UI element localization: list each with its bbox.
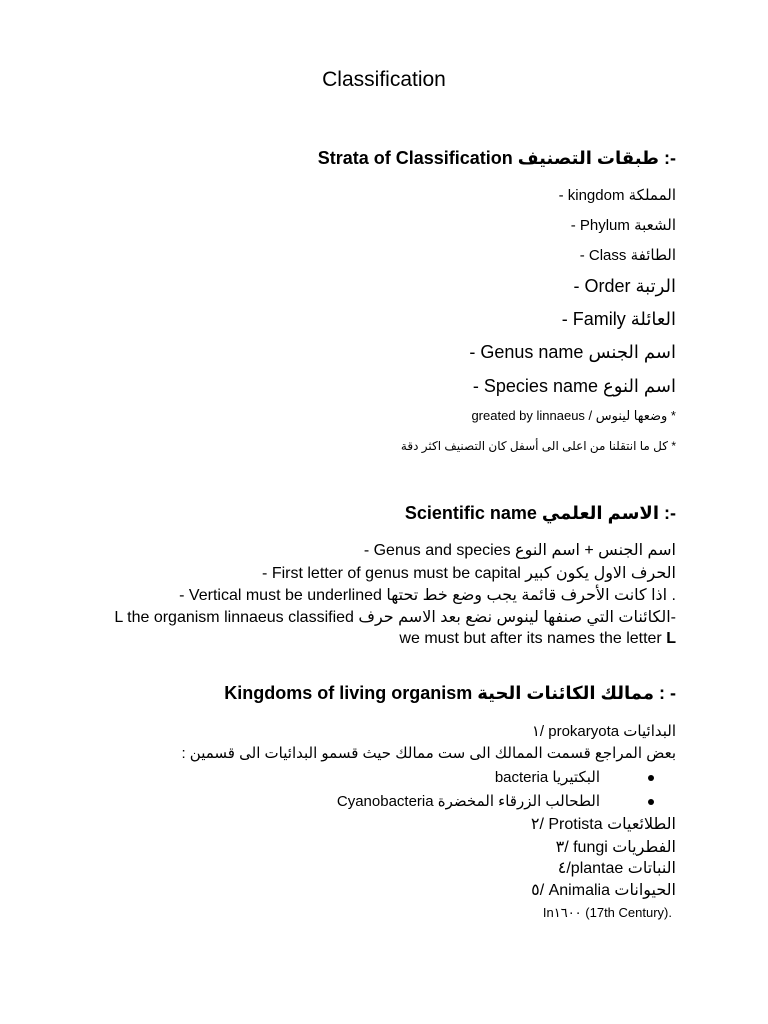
scientific-letter-text: we must but after its names the letter bbox=[399, 630, 662, 647]
bullet-cyanobacteria: الطحالب الزرقاء المخضرة Cyanobacteria bbox=[336, 793, 600, 810]
scientific-line-capital: - First letter of genus must be capital الحرف الاول يكون كبير bbox=[262, 565, 676, 582]
strata-heading: Strata of Classification طبقات التصنيف :- bbox=[317, 148, 676, 168]
strata-note-accuracy: * كل ما انتقلنا من اعلى الى أسفل كان التصنيف اكثر دقة bbox=[400, 439, 676, 453]
scientific-line-linnaeus-organisms: -الكائنات التي صنفها لينوس نضع بعد الاسم حرف L the organism linnaeus classified bbox=[114, 609, 676, 626]
kingdom-item-protista: ٢/ Protista الطلائعيات bbox=[530, 816, 676, 833]
bullet-icon bbox=[648, 775, 654, 781]
bullet-icon bbox=[648, 799, 654, 805]
kingdoms-reference-note: بعض المراجع قسمت الممالك الى ست ممالك حيث قسمو البدائيات الى قسمين : bbox=[181, 745, 676, 762]
kingdom-item-fungi: ٣/ fungi الفطريات bbox=[555, 839, 676, 856]
strata-item-species: - Species name اسم النوع bbox=[472, 376, 676, 396]
scientific-line-underlined: - Vertical must be underlined اذا كانت الأحرف قائمة يجب وضع خط تحتها . bbox=[179, 587, 676, 604]
strata-item-kingdom: - kingdom المملكة bbox=[558, 187, 676, 204]
scientific-heading: Scientific name الاسم العلمي :- bbox=[404, 503, 676, 523]
strata-item-family: - Family العائلة bbox=[561, 309, 676, 329]
page-title: Classification bbox=[322, 68, 446, 91]
kingdom-item-animalia: ٥/ Animalia الحيوانات bbox=[531, 882, 676, 899]
bullet-bacteria: bacteria البكتيريا bbox=[494, 769, 600, 786]
strata-item-class: - Class الطائفة bbox=[579, 247, 676, 264]
kingdoms-footer-date: In١٦٠٠ (17th Century). bbox=[542, 905, 672, 920]
strata-item-phylum: - Phylum الشعبة bbox=[570, 217, 676, 234]
scientific-letter-l: L bbox=[666, 630, 676, 647]
kingdom-item-prokaryota: ١/ prokaryota البدائيات bbox=[531, 723, 676, 740]
strata-note-linnaeus: * وضعها لينوس / greated by linnaeus bbox=[471, 408, 676, 423]
strata-item-genus: - Genus name اسم الجنس bbox=[469, 342, 676, 362]
scientific-line-letter bbox=[399, 630, 676, 648]
kingdoms-heading: Kingdoms of living organism ممالك الكائنات الحية : - bbox=[224, 683, 676, 703]
scientific-line-genus-species: - Genus and species اسم الجنس + اسم النوع bbox=[363, 542, 676, 559]
kingdom-item-plantae: ٤/plantae النباتات bbox=[557, 860, 676, 877]
strata-item-order: - Order الرتبة bbox=[573, 276, 676, 296]
